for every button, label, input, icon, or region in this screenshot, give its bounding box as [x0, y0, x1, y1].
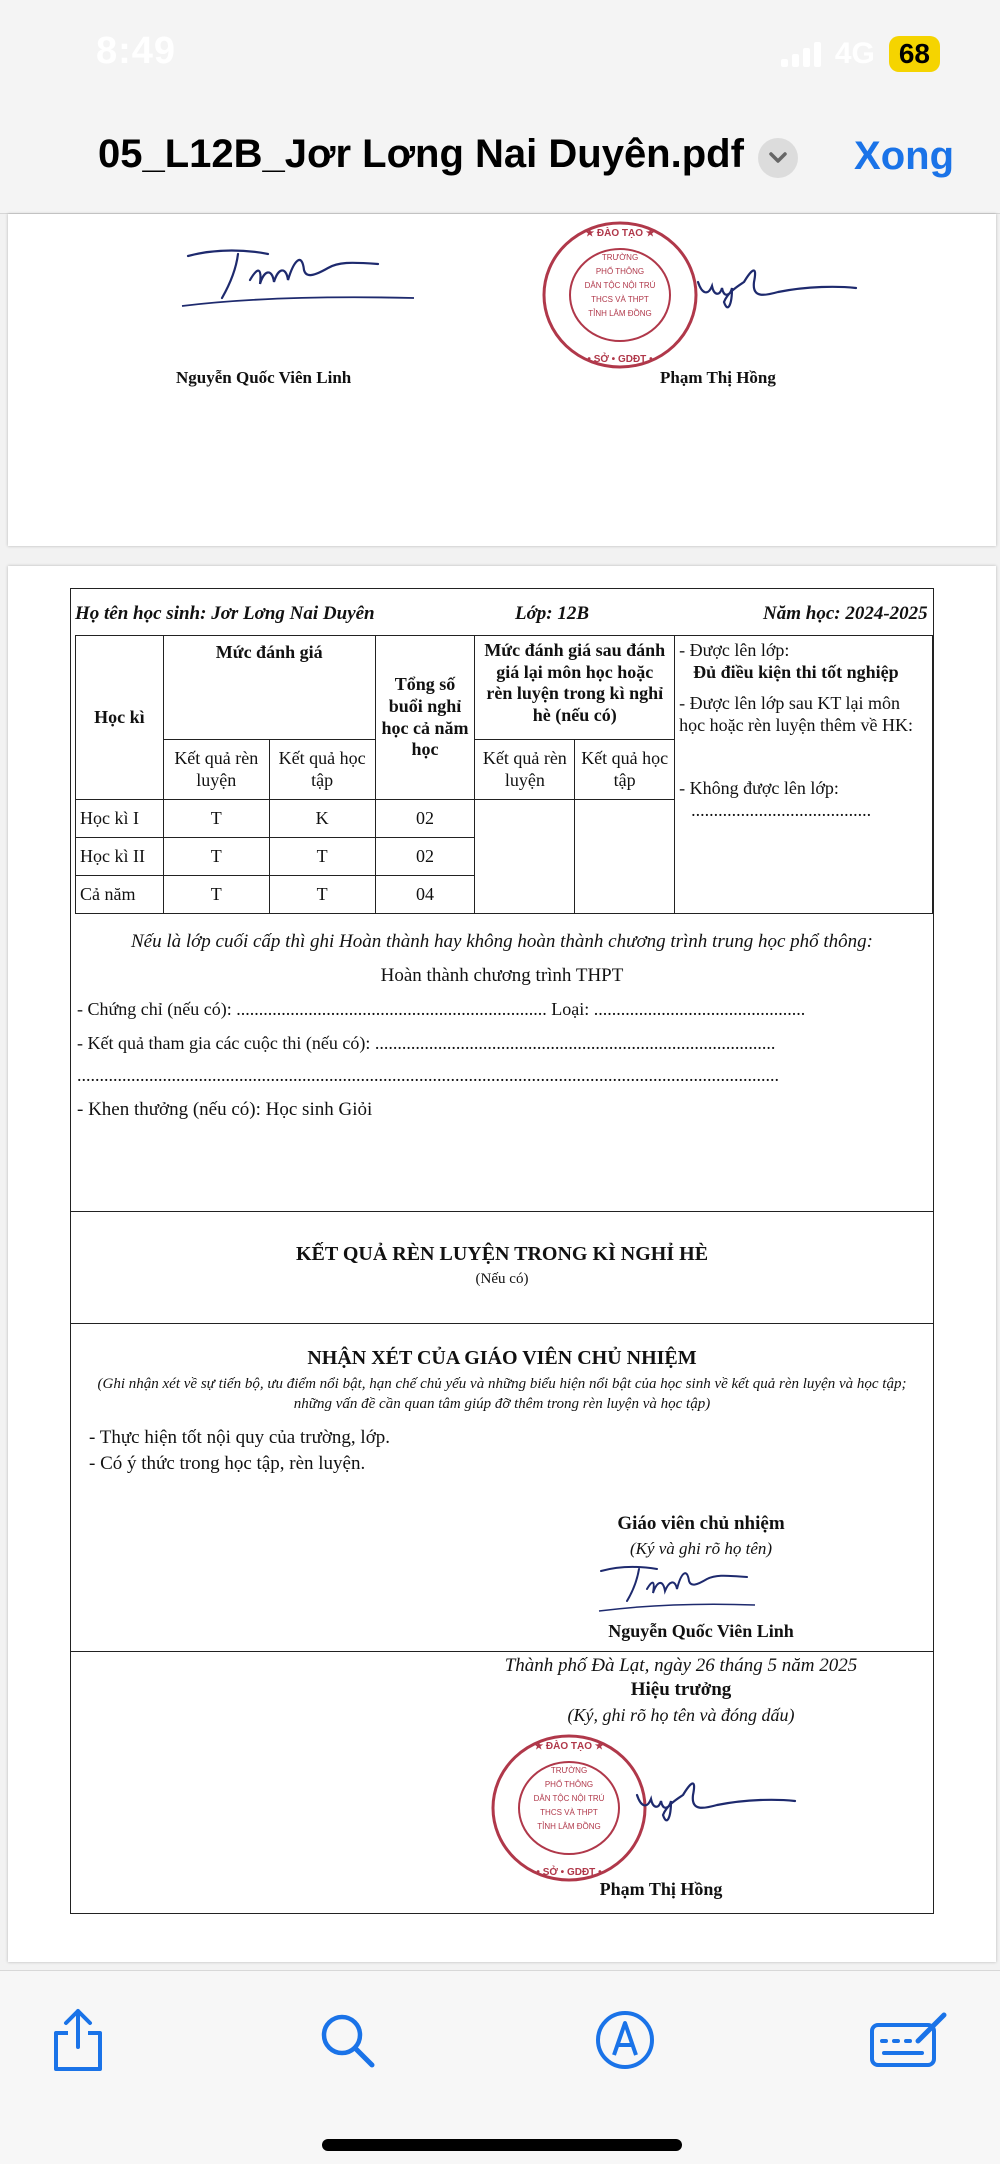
- pdf-page-previous: [8, 214, 996, 546]
- col-header-conduct: Kết quả rèn luyện: [163, 740, 269, 800]
- row-study: T: [269, 876, 375, 914]
- promoted-value: Đủ điều kiện thi tốt nghiệp: [693, 661, 899, 682]
- svg-text:THCS VÀ THPT: THCS VÀ THPT: [591, 295, 649, 304]
- col-header-conduct-after: Kết quả rèn luyện: [475, 740, 575, 800]
- after-retest-label: - Được lên lớp sau KT lại môn học hoặc rèn luyện thêm về HK:: [679, 693, 914, 735]
- grades-table: [75, 635, 933, 914]
- svg-text:★ ĐÀO TẠO ★: ★ ĐÀO TẠO ★: [534, 1741, 604, 1752]
- final-note: Nếu là lớp cuối cấp thì ghi Hoàn thành hay không hoàn thành chương trình trung học phổ thông:: [130, 931, 874, 952]
- title-menu-button[interactable]: [758, 138, 798, 178]
- svg-text:PHỔ THÔNG: PHỔ THÔNG: [595, 267, 645, 276]
- document-title[interactable]: 05_L12B_Jơr Lơng Nai Duyên.pdf: [98, 132, 744, 176]
- teacher-signature: [597, 1559, 757, 1619]
- row-conduct: T: [163, 876, 269, 914]
- teacher-name: Nguyễn Quốc Viên Linh: [608, 1621, 794, 1641]
- contest-line: - Kết quả tham gia các cuộc thi (nếu có): .........................................................................................: [77, 1033, 776, 1053]
- contest-dots: ............................................................................................................................................................: [77, 1065, 779, 1085]
- comment-note: (Ghi nhận xét về sự tiến bộ, ưu điểm nổi bật, hạn chế chủ yếu và những biểu hiện nổi bật của học sinh về kết quả rèn luyện và học tập; những vấn đề cần quan tâm giúp đỡ thêm trong rèn luyện và học tập): [97, 1376, 907, 1412]
- row-conduct-after: [475, 800, 575, 914]
- search-icon[interactable]: [318, 2011, 378, 2071]
- col-header-rating: Mức đánh giá: [163, 636, 375, 740]
- date-line: Thành phố Đà Lạt, ngày 26 tháng 5 năm 2025: [504, 1655, 858, 1676]
- summer-title: KẾT QUẢ RÈN LUYỆN TRONG KÌ NGHỈ HÈ: [295, 1243, 709, 1265]
- row-absent: 04: [375, 876, 475, 914]
- row-study: T: [269, 838, 375, 876]
- not-promoted-dots: ........................................: [691, 799, 872, 820]
- teacher-name-prev: Nguyễn Quốc Viên Linh: [176, 368, 352, 387]
- nav-header: [0, 110, 1000, 214]
- bottom-toolbar: [0, 1970, 1000, 2164]
- svg-text:★ ĐÀO TẠO ★: ★ ĐÀO TẠO ★: [585, 228, 655, 239]
- pdf-page-report: [8, 566, 996, 1962]
- svg-text:TỈNH LÂM ĐỒNG: TỈNH LÂM ĐỒNG: [537, 1822, 601, 1831]
- principal-role: Hiệu trưởng: [630, 1679, 732, 1700]
- status-time: 8:49: [96, 30, 177, 72]
- comment-line-1: - Thực hiện tốt nội quy của trường, lớp.: [89, 1427, 391, 1448]
- promotion-cell: [675, 636, 933, 914]
- section-divider: [71, 1323, 933, 1324]
- row-absent: 02: [375, 838, 475, 876]
- network-type: 4G: [834, 37, 875, 70]
- svg-text:DÂN TỘC NỘI TRÚ: DÂN TỘC NỘI TRÚ: [584, 281, 656, 290]
- promoted-label: - Được lên lớp:: [679, 640, 790, 660]
- certificate-line: - Chứng chỉ (nếu có): ..................................................................... Loại: ...............................................: [77, 999, 806, 1019]
- chevron-down-icon: [768, 151, 788, 165]
- svg-text:TRƯỜNG: TRƯỜNG: [550, 1766, 588, 1775]
- school-seal: [538, 216, 708, 374]
- row-conduct: T: [163, 800, 269, 838]
- row-term: Cả năm: [76, 876, 164, 914]
- final-value: Hoàn thành chương trình THPT: [380, 965, 624, 986]
- principal-name-prev: Phạm Thị Hồng: [660, 368, 776, 387]
- svg-text:TRƯỜNG: TRƯỜNG: [601, 253, 639, 262]
- comment-title: NHẬN XÉT CỦA GIÁO VIÊN CHỦ NHIỆM: [307, 1347, 697, 1369]
- student-class: Lớp: 12B: [515, 603, 590, 624]
- row-study-after: [575, 800, 675, 914]
- section-divider: [71, 1211, 933, 1212]
- award-line: - Khen thưởng (nếu có): Học sinh Giỏi: [77, 1099, 373, 1120]
- principal-signature: [627, 1765, 797, 1835]
- principal-signature: [688, 252, 858, 322]
- row-study: K: [269, 800, 375, 838]
- signal-icon: [781, 41, 821, 67]
- done-button[interactable]: Xong: [854, 134, 954, 178]
- teacher-role: Giáo viên chủ nhiệm: [617, 1513, 785, 1534]
- row-conduct: T: [163, 838, 269, 876]
- row-absent: 02: [375, 800, 475, 838]
- status-bar: [0, 0, 1000, 110]
- teacher-signature: [178, 240, 418, 320]
- col-header-rating-after: Mức đánh giá sau đánh giá lại môn học hoặc rèn luyện trong kì nghỉ hè (nếu có): [475, 636, 675, 740]
- teacher-sign-note: (Ký và ghi rõ họ tên): [629, 1539, 773, 1558]
- not-promoted-label: - Không được lên lớp:: [679, 778, 839, 799]
- col-header-study-after: Kết quả học tập: [575, 740, 675, 800]
- svg-text:DÂN TỘC NỘI TRÚ: DÂN TỘC NỘI TRÚ: [533, 1794, 605, 1803]
- svg-text:TỈNH LÂM ĐỒNG: TỈNH LÂM ĐỒNG: [588, 309, 652, 318]
- svg-text:• SỞ • GDĐT •: • SỞ • GDĐT •: [587, 354, 653, 365]
- svg-text:PHỔ THÔNG: PHỔ THÔNG: [544, 1780, 594, 1789]
- school-year: Năm học: 2024-2025: [763, 603, 928, 624]
- status-indicators: [781, 36, 940, 72]
- home-indicator: [322, 2139, 682, 2151]
- col-header-term: Học kì: [76, 636, 164, 800]
- student-name: Họ tên học sinh: Jơr Lơng Nai Duyên: [75, 603, 375, 624]
- markup-icon[interactable]: [594, 2009, 656, 2071]
- svg-text:THCS VÀ THPT: THCS VÀ THPT: [540, 1808, 598, 1817]
- principal-name: Phạm Thị Hồng: [599, 1879, 723, 1899]
- row-term: Học kì I: [76, 800, 164, 838]
- comment-line-2: - Có ý thức trong học tập, rèn luyện.: [89, 1453, 366, 1474]
- keyboard-edit-icon[interactable]: [868, 2011, 950, 2069]
- report-frame: [70, 588, 934, 1914]
- battery-icon: 68: [889, 36, 940, 72]
- svg-text:• SỞ • GDĐT •: • SỞ • GDĐT •: [536, 1867, 602, 1878]
- row-term: Học kì II: [76, 838, 164, 876]
- section-divider: [71, 1651, 933, 1652]
- col-header-study: Kết quả học tập: [269, 740, 375, 800]
- summer-subtitle: (Nếu có): [475, 1271, 529, 1287]
- principal-sign-note: (Ký, ghi rõ họ tên và đóng dấu): [567, 1705, 795, 1725]
- col-header-absent: Tổng số buổi nghỉ học cả năm học: [375, 636, 475, 800]
- share-icon[interactable]: [50, 2007, 106, 2073]
